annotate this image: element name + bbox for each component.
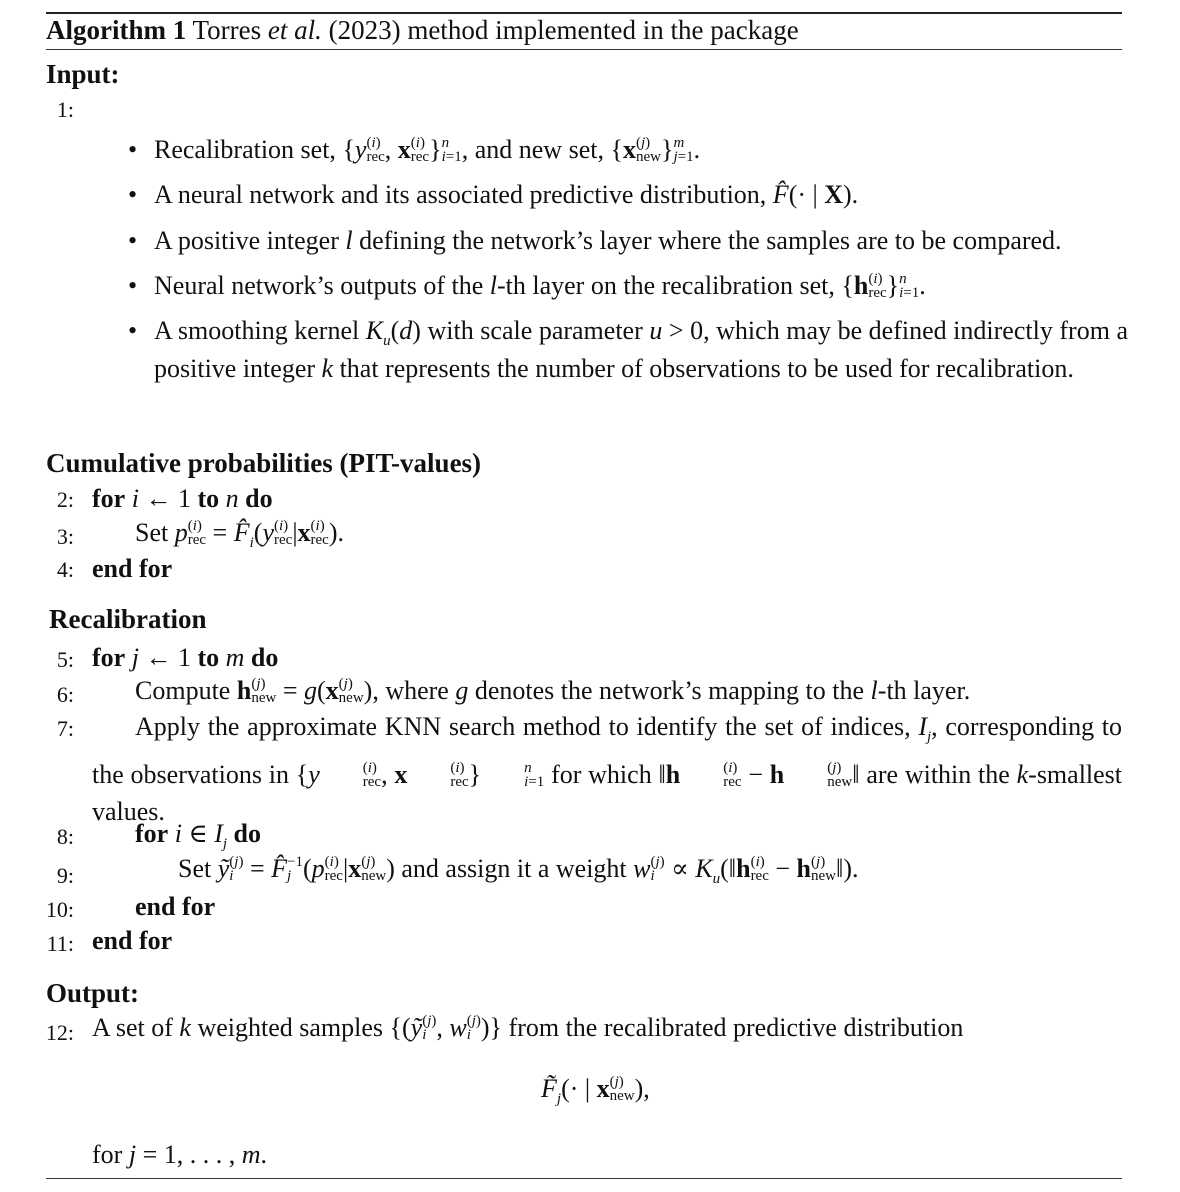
line-2: for i ← 1 to n do	[92, 484, 273, 513]
line-8: for i ∈ $I_j$ do	[135, 819, 261, 853]
line-10: end for	[135, 892, 216, 921]
input-bullet-4: • Neural network’s outputs of the l-th layer on the recalibration set, {h (i) rec } n i=1 .	[128, 269, 1128, 303]
line-11: end for	[92, 926, 173, 955]
line-number-9: 9:	[56, 863, 74, 888]
line-number-3: 3:	[56, 524, 74, 549]
section-recalibration: Recalibration	[49, 604, 207, 634]
caption-text-before: Torres	[192, 15, 262, 45]
input-bullet-5: • A smoothing kernel $K_u(d)$ with scale parameter u > 0, which may be defined indirectly from a positive integer k that represents the number of observations to be used for recalibration.	[128, 314, 1128, 386]
input-bullet-2: • A neural network and its associated predictive distribution, F̂(· | X).	[128, 178, 1128, 212]
caption-text-after: (2023) method implemented in the package	[328, 15, 799, 45]
input-bullet-1: • Recalibration set, {y (i) rec , x (i) rec } n i=1 , and new set, {x (j) new } m j=1 .	[128, 133, 1128, 167]
output-range: for j = 1, . . . , m.	[92, 1140, 268, 1169]
caption-label: Algorithm 1	[46, 15, 187, 45]
section-output: Output:	[46, 978, 140, 1008]
output-equation: $F̃_j(\cdot$ | x (j) new ),	[541, 1073, 650, 1108]
input-bullet-3: • A positive integer l defining the network’s layer where the samples are to be compared.	[128, 224, 1128, 258]
line-number-2: 2:	[56, 487, 74, 512]
line-number-1: 1:	[56, 97, 74, 122]
line-number-4: 4:	[56, 557, 74, 582]
line-number-11: 11:	[46, 931, 74, 956]
line-6: Compute h (j) new = g(x (j) new ), where g denotes the network’s mapping to the l-th layer.	[135, 675, 971, 707]
caption-rule	[46, 49, 1122, 50]
algorithm-caption	[46, 13, 799, 49]
caption-text-italic: et al.	[267, 15, 322, 45]
line-9: Set ỹ (j) i = F̂ −1 j (p (i) rec |x (j) new ) and assign it a weight w (j) i ∝ $K_u(‖h$ (i) rec − h (j) new ‖).	[178, 853, 859, 888]
line-5: for j ← 1 to m do	[92, 643, 279, 672]
line-number-12: 12:	[45, 1020, 74, 1045]
line-number-5: 5:	[56, 647, 74, 672]
section-cumulative: Cumulative probabilities (PIT-values)	[46, 448, 482, 478]
line-number-7: 7:	[56, 716, 74, 741]
line-3: Set p (i) rec = $F̂_i(y$ (i) rec |x (i) rec ).	[135, 517, 345, 552]
line-number-10: 10:	[45, 897, 74, 922]
line-number-8: 8:	[56, 824, 74, 849]
input-bullet-list	[128, 133, 1128, 398]
line-number-6: 6:	[56, 682, 74, 707]
bottom-rule	[46, 1178, 1122, 1179]
section-input: Input:	[46, 59, 120, 89]
line-7: Apply the approximate KNN search method to identify the set of indices, $I_j$, corresponding to the observations in {y (i) rec , x (i) rec } n i=1 for which ‖h (i) rec − h (j) new ‖ are within the k-smallest values.	[92, 712, 1123, 827]
line-4: end for	[92, 554, 173, 583]
line-12: A set of k weighted samples {(ỹ (j) i , w (j) i )} from the recalibrated predictive distribution	[92, 1012, 964, 1044]
